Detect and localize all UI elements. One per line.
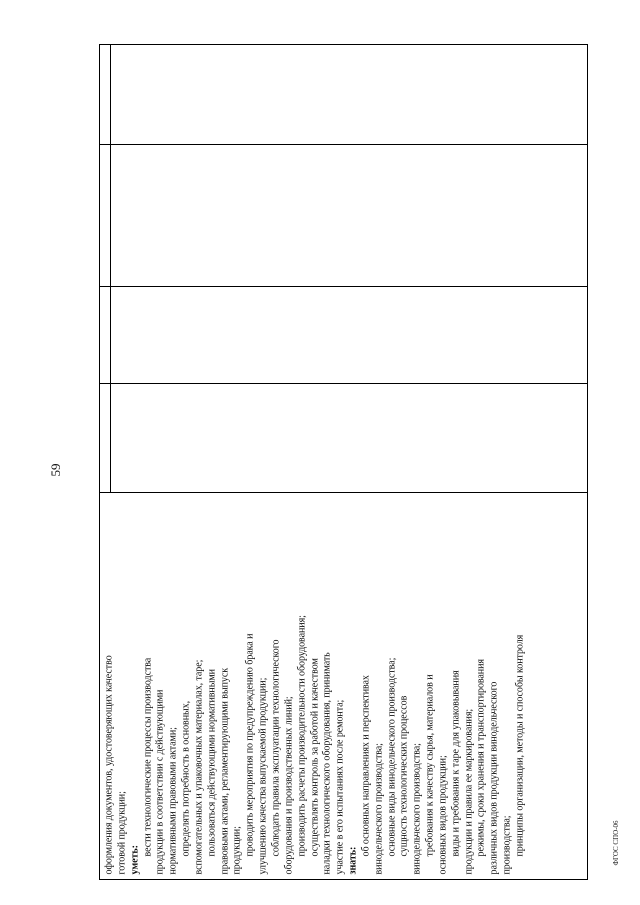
text-line: требования к качеству сырья, материалов и xyxy=(424,674,436,856)
text-line: вести технологические процессы производства xyxy=(141,657,153,856)
footer-label: ФГОС СПО-06 xyxy=(612,820,620,866)
text-line: соблюдать правила эксплуатации технологического xyxy=(269,639,281,856)
text-line: правовыми актами, регламентирующими выпуск xyxy=(218,667,230,874)
text-line: вспомогательных и упаковочных материалах, таре; xyxy=(192,659,204,874)
text-line: винодельческого производства; xyxy=(411,742,423,874)
text-line: основных видов продукции; xyxy=(436,754,448,874)
page-number: 59 xyxy=(48,463,63,477)
text-line: об основных направлениях и перспективах xyxy=(359,674,371,856)
text-line: оформления документов, удостоверяющих качество xyxy=(103,654,114,874)
text-line: нормативными правовыми актами; xyxy=(167,726,179,874)
text-line: наладки технологического оборудования, принимать xyxy=(321,651,333,874)
text-line: участие в его испытаниях после ремонта; xyxy=(334,699,346,874)
text-line: продукции в соответствии с действующими xyxy=(154,689,166,874)
text-line: оборудования и производственных линий; xyxy=(282,695,294,874)
text-line: осуществлять контроль за работой и качеством xyxy=(308,657,320,856)
text-line: виды и требования к таре для упаковывания xyxy=(449,669,461,856)
text-line: определять потребность в основных, xyxy=(180,700,192,856)
text-line: продукции; xyxy=(231,825,243,874)
competence-text xyxy=(99,493,588,879)
text-line: винодельческого производства; xyxy=(372,742,384,874)
text-line: основные виды винодельческого производства; xyxy=(385,657,397,856)
section-heading: знать: xyxy=(347,846,359,874)
text-line: готовой продукции; xyxy=(115,790,127,874)
text-line: сущность технологических процессов xyxy=(398,695,410,856)
text-line: производить расчеты производительности оборудования; xyxy=(295,614,307,856)
row-divider xyxy=(99,383,588,384)
competence-cell xyxy=(99,492,588,880)
text-line: пользоваться действующими нормативными xyxy=(205,668,217,856)
text-line: производства; xyxy=(501,815,513,874)
row-divider xyxy=(99,286,588,287)
text-line: продукции и правила ее маркирования; xyxy=(462,708,474,874)
row-divider xyxy=(99,144,588,145)
text-line: различных видов продукции винодельческого xyxy=(488,681,500,874)
section-heading: уметь: xyxy=(128,844,140,874)
text-line: принципы организации, методы и способы контроля xyxy=(514,634,525,856)
text-line: проводить мероприятия по предупреждению брака и xyxy=(244,633,256,856)
text-line: улучшению качества выпускаемой продукции; xyxy=(257,677,269,874)
text-line: режимы, сроки хранения и транспортирования xyxy=(475,658,487,856)
column-divider xyxy=(110,44,111,492)
